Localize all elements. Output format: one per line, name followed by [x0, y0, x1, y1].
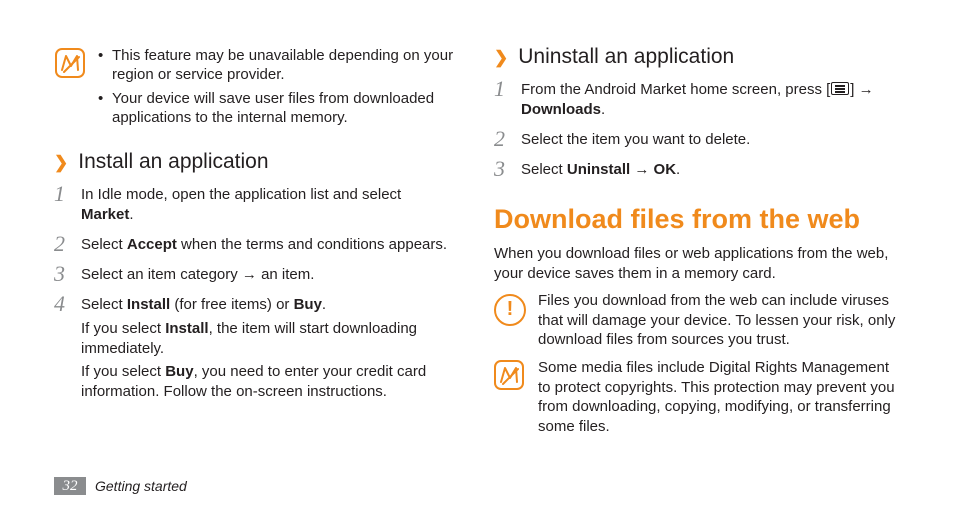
warning-text: Files you download from the web can include viruses that will damage your device. To lessen your risk, only download files from sources you trust. [538, 292, 896, 348]
install-heading: ❯ Install an application [54, 150, 269, 173]
step-number: 3 [54, 261, 65, 286]
step-text: Select Accept when the terms and conditions appears. [81, 236, 448, 253]
note-icon [494, 360, 524, 390]
step-text: From the Android Market home screen, press [ ] → Downloads. [521, 81, 874, 118]
note-item: • This feature may be unavailable depending on your region or service provider. [98, 46, 458, 84]
section-name: Getting started [95, 478, 187, 494]
step-text: Select Install (for free items) or Buy. [81, 296, 327, 313]
chevron-right-icon: ❯ [494, 48, 509, 67]
step-text: Select an item category → an item. [81, 266, 315, 283]
step4-buy-detail: If you select Buy, you need to enter your credit card information. Follow the on-screen instructions. [81, 363, 427, 400]
step4-install-detail: If you select Install, the item will start downloading immediately. [81, 320, 418, 357]
step-number: 4 [54, 291, 65, 316]
notes-list [98, 46, 458, 132]
uninstall-heading: ❯ Uninstall an application [494, 45, 735, 68]
step-number: 1 [494, 76, 505, 101]
page-title: Download files from the web [494, 204, 861, 234]
step-number: 3 [494, 156, 505, 181]
menu-key-icon [831, 82, 849, 95]
step-text: In Idle mode, open the application list and select Market. [81, 186, 402, 223]
note-text: Some media files include Digital Rights Management to protect copyrights. This protection may prevent you from downloading, copying, modifying, or transferring some files. [538, 359, 895, 435]
note-item: • Your device will save user files from downloaded applications to the internal memory. [98, 89, 458, 127]
warning-icon: ! [494, 294, 526, 326]
step-text: Select the item you want to delete. [521, 131, 751, 148]
intro-paragraph: When you download files or web applications from the web, your device saves them in a memory card. [494, 245, 889, 282]
page-number: 32 [54, 477, 86, 495]
step-number: 2 [54, 231, 65, 256]
step-text: Select Uninstall → OK. [521, 161, 681, 178]
step-number: 2 [494, 126, 505, 151]
note-icon [55, 48, 85, 78]
chevron-right-icon: ❯ [54, 153, 69, 172]
step-number: 1 [54, 181, 65, 206]
